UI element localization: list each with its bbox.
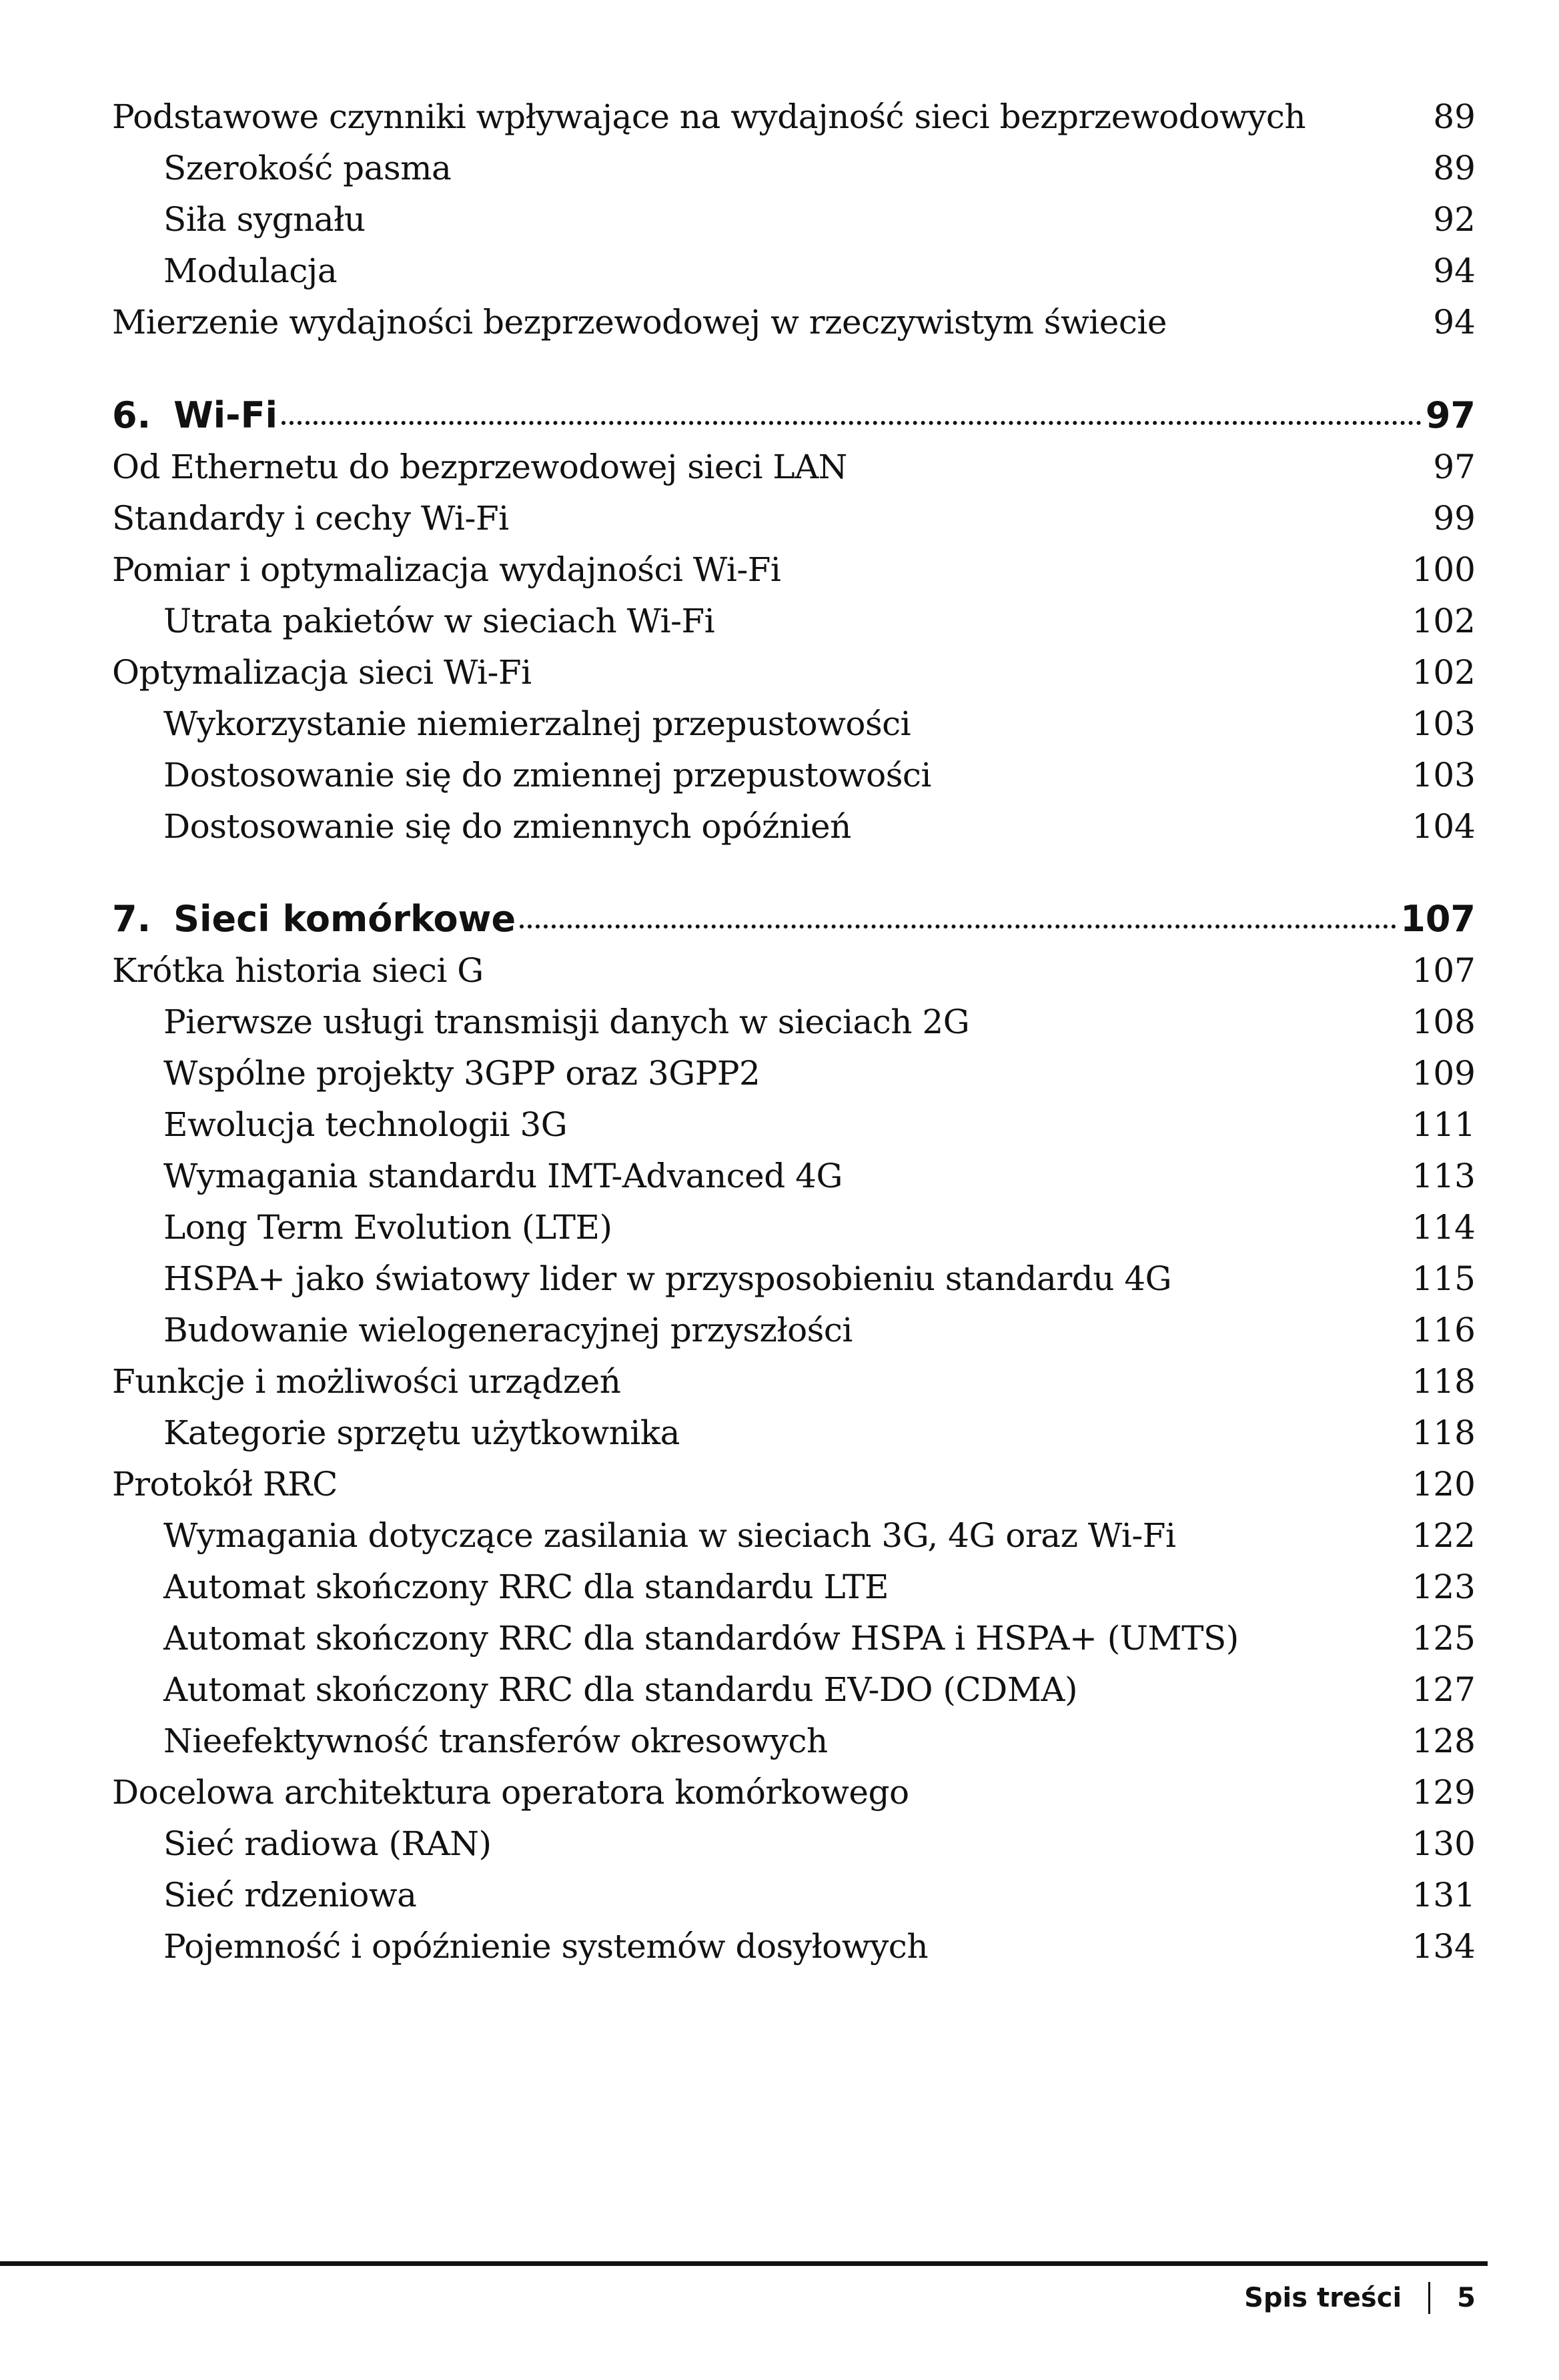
toc-entry-page: 131: [1412, 1876, 1476, 1914]
toc-entry-title: Wymagania standardu IMT-Advanced 4G: [163, 1157, 843, 1195]
toc-entry-page: 134: [1412, 1927, 1476, 1966]
toc-entry-title: Nieefektywność transferów okresowych: [163, 1722, 828, 1760]
chapter-number: 6.: [112, 394, 151, 436]
toc-entry-page: 92: [1433, 200, 1476, 239]
chapter-page: 97: [1425, 394, 1476, 436]
toc-entry[interactable]: [0, 598, 1559, 644]
toc-entry-title: Optymalizacja sieci Wi-Fi: [112, 653, 532, 692]
toc-entry-title: Mierzenie wydajności bezprzewodowej w rzeczywistym świecie: [112, 303, 1167, 342]
toc-entry-title: HSPA+ jako światowy lider w przysposobieniu standardu 4G: [163, 1259, 1172, 1298]
toc-entry[interactable]: [0, 299, 1559, 346]
toc-entry-title: Docelowa architektura operatora komórkowego: [112, 1773, 909, 1812]
toc-entry-page: 89: [1433, 97, 1476, 136]
chapter-heading-cellular[interactable]: [0, 892, 1559, 946]
chapter-number: 7.: [112, 898, 151, 940]
chapter-title: Wi-Fi: [173, 394, 278, 436]
toc-entry-page: 103: [1412, 756, 1476, 794]
toc-entry-title: Utrata pakietów w sieciach Wi-Fi: [163, 602, 715, 640]
toc-entry-page: 104: [1412, 807, 1476, 846]
toc-entry-page: 94: [1433, 303, 1476, 342]
toc-entry-title: Dostosowanie się do zmiennych opóźnień: [163, 807, 851, 846]
toc-entry-page: 128: [1412, 1722, 1476, 1760]
toc-entry[interactable]: [0, 1718, 1559, 1764]
toc-entry-page: 125: [1412, 1619, 1476, 1658]
toc-entry[interactable]: [0, 93, 1559, 140]
dot-leader: [282, 421, 1422, 425]
toc-entry-title: Kategorie sprzętu użytkownika: [163, 1413, 680, 1452]
toc-entry[interactable]: [0, 1050, 1559, 1097]
toc-entry-title: Od Ethernetu do bezprzewodowej sieci LAN: [112, 448, 847, 486]
toc-entry-title: Automat skończony RRC dla standardu EV-DO (CDMA): [163, 1670, 1078, 1709]
toc-entry-title: Budowanie wielogeneracyjnej przyszłości: [163, 1311, 853, 1349]
toc-entry-page: 113: [1412, 1157, 1476, 1195]
toc-entry[interactable]: [0, 1564, 1559, 1610]
footer-separator: [1428, 2282, 1430, 2314]
toc-entry-page: 97: [1433, 448, 1476, 486]
toc-entry[interactable]: [0, 1358, 1559, 1405]
toc-entry[interactable]: [0, 1307, 1559, 1353]
toc-entry[interactable]: [0, 1923, 1559, 1970]
toc-entry-page: 102: [1412, 653, 1476, 692]
chapter-title: Sieci komórkowe: [173, 898, 516, 940]
toc-entry-page: 109: [1412, 1054, 1476, 1093]
toc-entry-page: 115: [1412, 1259, 1476, 1298]
toc-entry-page: 89: [1433, 149, 1476, 187]
footer-rule: [0, 2261, 1488, 2266]
toc-entry[interactable]: [0, 1255, 1559, 1302]
toc-entry-title: Krótka historia sieci G: [112, 951, 484, 990]
toc-entry[interactable]: [0, 1820, 1559, 1867]
toc-entry[interactable]: [0, 145, 1559, 191]
toc-entry-page: 127: [1412, 1670, 1476, 1709]
toc-entry[interactable]: [0, 1204, 1559, 1251]
toc-entry-title: Podstawowe czynniki wpływające na wydajność sieci bezprzewodowych: [112, 97, 1306, 136]
toc-entry-page: 130: [1412, 1824, 1476, 1863]
toc-entry[interactable]: [0, 1153, 1559, 1199]
toc-entry[interactable]: [0, 752, 1559, 798]
toc-entry[interactable]: [0, 1615, 1559, 1662]
toc-entry[interactable]: [0, 1769, 1559, 1816]
toc-entry-page: 123: [1412, 1568, 1476, 1606]
toc-entry[interactable]: [0, 196, 1559, 243]
section-label: Spis treści: [1244, 2283, 1402, 2313]
toc-entry-title: Pomiar i optymalizacja wydajności Wi-Fi: [112, 550, 781, 589]
toc-entry-title: Pojemność i opóźnienie systemów dosyłowych: [163, 1927, 929, 1966]
toc-entry-title: Modulacja: [163, 251, 338, 290]
toc-entry[interactable]: [0, 999, 1559, 1045]
toc-entry-title: Automat skończony RRC dla standardu LTE: [163, 1568, 889, 1606]
page-footer: [1244, 2275, 1476, 2321]
toc-entry-title: Siła sygnału: [163, 200, 366, 239]
toc-entry[interactable]: [0, 1409, 1559, 1456]
toc-entry[interactable]: [0, 1666, 1559, 1713]
toc-entry[interactable]: [0, 1101, 1559, 1148]
toc-entry-title: Dostosowanie się do zmiennej przepustowości: [163, 756, 931, 794]
chapter-heading-wifi[interactable]: [0, 389, 1559, 442]
toc-entry-page: 103: [1412, 704, 1476, 743]
toc-entry-title: Sieć radiowa (RAN): [163, 1824, 492, 1863]
toc-entry-title: Protokół RRC: [112, 1465, 338, 1504]
toc-entry-title: Szerokość pasma: [163, 149, 452, 187]
toc-entry-title: Long Term Evolution (LTE): [163, 1208, 612, 1247]
toc-entry[interactable]: [0, 700, 1559, 747]
toc-entry-page: 111: [1412, 1105, 1476, 1144]
toc-entry-page: 120: [1412, 1465, 1476, 1504]
toc-entry-title: Wspólne projekty 3GPP oraz 3GPP2: [163, 1054, 760, 1093]
toc-entry-title: Funkcje i możliwości urządzeń: [112, 1362, 621, 1401]
toc-entry-page: 122: [1412, 1516, 1476, 1555]
page-number: 5: [1457, 2283, 1476, 2313]
toc-entry[interactable]: [0, 1872, 1559, 1918]
toc-entry[interactable]: [0, 247, 1559, 294]
toc-entry-page: 100: [1412, 550, 1476, 589]
toc-entry-page: 118: [1412, 1362, 1476, 1401]
toc-entry-page: 102: [1412, 602, 1476, 640]
toc-entry-page: 107: [1412, 951, 1476, 990]
toc-entry-title: Standardy i cechy Wi-Fi: [112, 499, 509, 538]
toc-entry[interactable]: [0, 495, 1559, 542]
toc-entry[interactable]: [0, 444, 1559, 490]
toc-entry[interactable]: [0, 649, 1559, 696]
toc-entry-page: 99: [1433, 499, 1476, 538]
toc-entry[interactable]: [0, 546, 1559, 593]
toc-entry-page: 116: [1412, 1311, 1476, 1349]
dot-leader: [520, 925, 1396, 929]
toc-entry-page: 108: [1412, 1003, 1476, 1041]
toc-entry-title: Ewolucja technologii 3G: [163, 1105, 568, 1144]
chapter-page: 107: [1400, 898, 1476, 940]
toc-entry[interactable]: [0, 803, 1559, 850]
toc-entry-page: 129: [1412, 1773, 1476, 1812]
toc-entry-page: 118: [1412, 1413, 1476, 1452]
toc-entry-page: 114: [1412, 1208, 1476, 1247]
toc-entry[interactable]: [0, 1461, 1559, 1508]
toc-entry-page: 94: [1433, 251, 1476, 290]
toc-entry[interactable]: [0, 947, 1559, 994]
toc-entry-title: Wymagania dotyczące zasilania w sieciach 3G, 4G oraz Wi-Fi: [163, 1516, 1176, 1555]
toc-entry[interactable]: [0, 1512, 1559, 1559]
toc-entry-title: Pierwsze usługi transmisji danych w sieciach 2G: [163, 1003, 970, 1041]
toc-entry-title: Sieć rdzeniowa: [163, 1876, 417, 1914]
toc-entry-title: Wykorzystanie niemierzalnej przepustowości: [163, 704, 911, 743]
toc-entry-title: Automat skończony RRC dla standardów HSPA i HSPA+ (UMTS): [163, 1619, 1239, 1658]
